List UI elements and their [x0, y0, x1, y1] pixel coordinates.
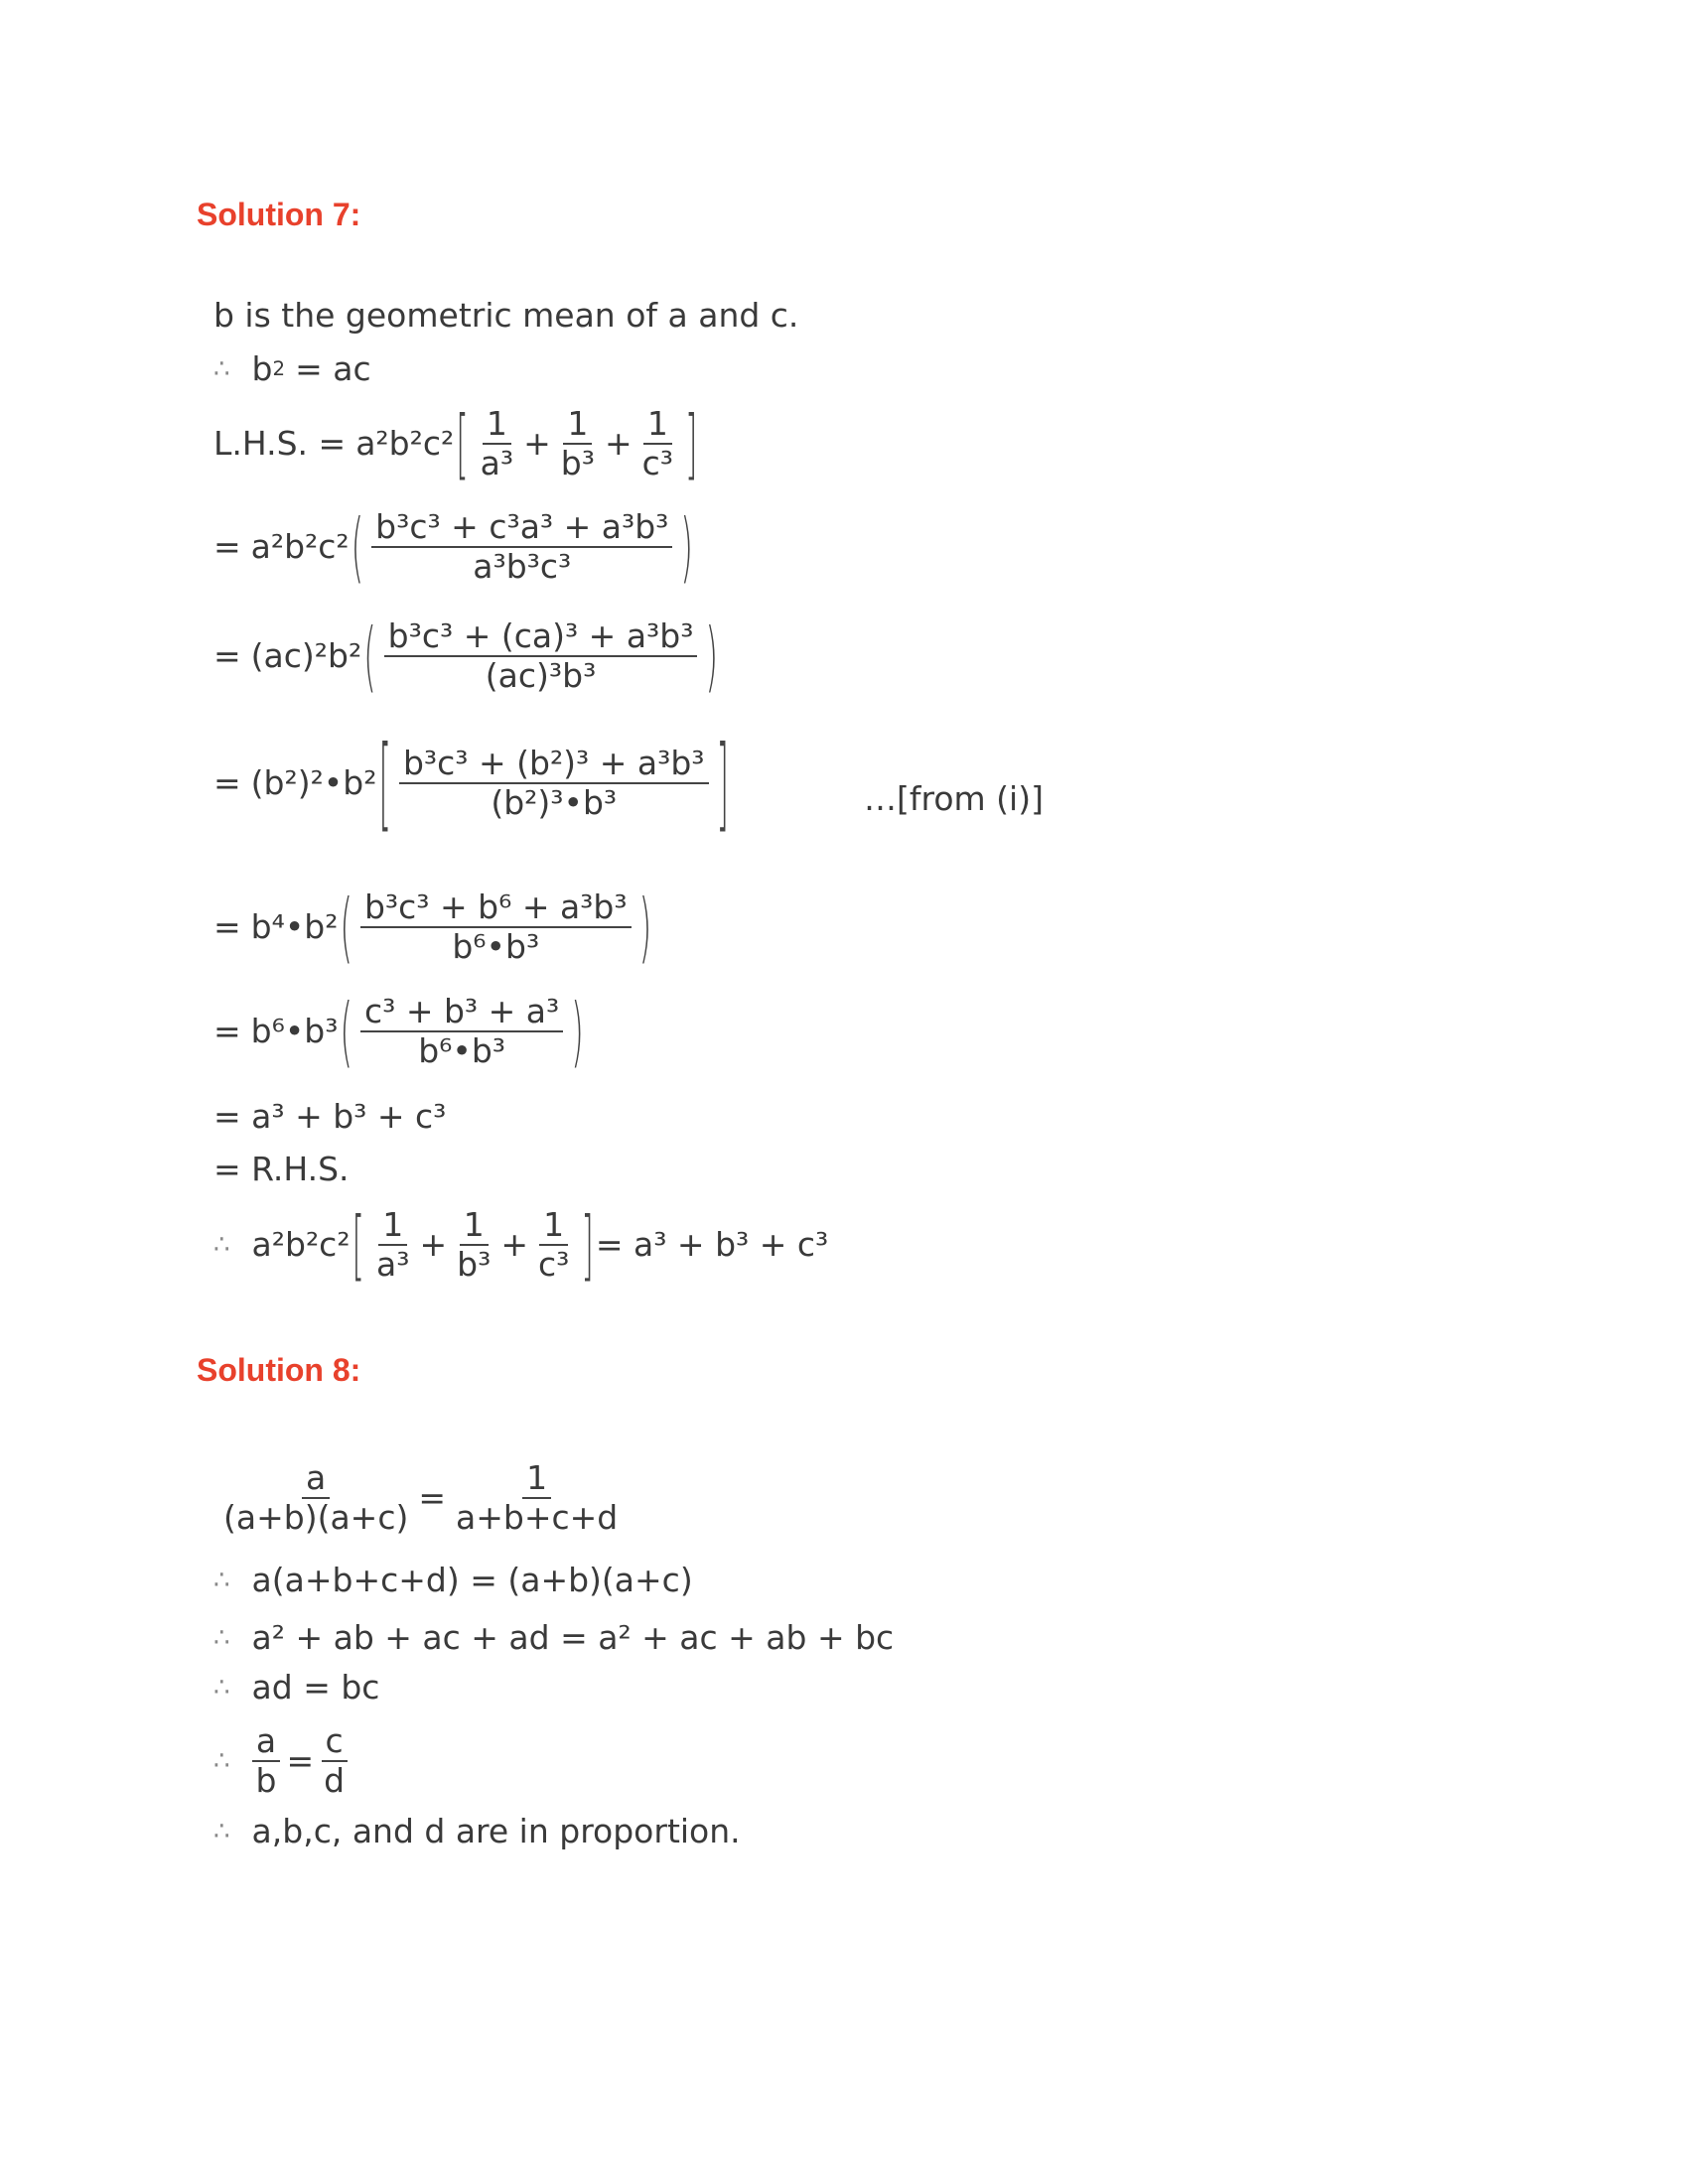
right-paren: )	[705, 611, 718, 702]
right-paren: )	[571, 986, 584, 1077]
s7-intro-text: b is the geometric mean of a and c.	[213, 296, 799, 335]
therefore-symbol: ∴	[213, 353, 230, 384]
denominator: a³	[376, 1244, 410, 1284]
fraction	[360, 993, 563, 1070]
numerator: 1	[378, 1206, 407, 1246]
fraction	[360, 888, 632, 966]
fraction	[638, 405, 677, 482]
s7-step7	[213, 986, 586, 1077]
s8-step6	[213, 1812, 741, 1850]
s8-step3	[213, 1618, 894, 1657]
therefore-symbol: ∴	[213, 1565, 230, 1595]
s7-step5-prefix: (b²)²•b²	[250, 763, 377, 803]
s8-step2	[213, 1561, 693, 1599]
s7-step4-prefix: (ac)²b²	[250, 636, 362, 676]
numerator: c	[322, 1722, 348, 1762]
denominator: c³	[537, 1244, 570, 1284]
s7-step9-text: = R.H.S.	[213, 1150, 350, 1188]
numerator: 1	[522, 1459, 551, 1499]
s8-step5	[213, 1722, 354, 1800]
denominator: (a+b)(a+c)	[223, 1497, 409, 1537]
numerator: 1	[643, 405, 672, 445]
numerator: b³c³ + c³a³ + a³b³	[371, 508, 672, 548]
numerator: 1	[483, 405, 511, 445]
denominator: (b²)³•b³	[491, 782, 618, 822]
denominator: b³	[457, 1244, 492, 1284]
numerator: 1	[539, 1206, 568, 1246]
s8-step4-text: ad = bc	[251, 1668, 380, 1706]
s7-conclusion-rhs: = a³ + b³ + c³	[595, 1225, 829, 1265]
s7-step1-lhs: b	[251, 349, 273, 388]
plus: +	[419, 1225, 448, 1265]
left-bracket: [	[352, 1199, 365, 1291]
fraction	[477, 405, 517, 482]
plus: +	[604, 424, 633, 464]
s8-step2-text: a(a+b+c+d) = (a+b)(a+c)	[251, 1561, 693, 1599]
right-bracket: ]	[685, 398, 698, 489]
solution-7-heading: Solution 7:	[197, 197, 361, 232]
equals: =	[286, 1741, 315, 1781]
right-bracket: ]	[581, 1199, 594, 1291]
s7-step1: ∴ b 2 = ac	[213, 349, 371, 388]
s7-step7-prefix: b⁶•b³	[250, 1012, 339, 1051]
fraction	[252, 1722, 281, 1800]
therefore-symbol: ∴	[213, 1672, 230, 1703]
fraction	[219, 1459, 412, 1537]
s7-prefix: a²b²c²	[355, 424, 455, 464]
s7-step5	[213, 723, 731, 844]
fraction	[453, 1206, 494, 1284]
fraction	[534, 1206, 573, 1284]
therefore-symbol: ∴	[213, 1622, 230, 1653]
fraction	[320, 1722, 349, 1800]
therefore-symbol: ∴	[213, 1745, 230, 1776]
numerator: a	[302, 1459, 330, 1499]
numerator: a	[252, 1722, 280, 1762]
s7-prefix: a²b²c²	[250, 527, 350, 567]
s7-step6	[213, 882, 653, 973]
s8-eq1	[213, 1459, 628, 1537]
left-bracket: [	[378, 723, 391, 844]
s8-step6-text: a,b,c, and d are in proportion.	[251, 1812, 741, 1850]
fraction	[557, 405, 599, 482]
denominator: b⁶•b³	[452, 926, 540, 966]
s8-step3-text: a² + ab + ac + ad = a² + ac + ab + bc	[251, 1618, 895, 1657]
s7-step9	[213, 1150, 350, 1188]
lhs-label: L.H.S. =	[213, 424, 347, 464]
right-paren: )	[638, 882, 652, 973]
fraction	[399, 745, 709, 822]
numerator: 1	[563, 405, 592, 445]
right-bracket: ]	[716, 723, 730, 844]
s7-lhs-line	[213, 398, 699, 489]
numerator: c³ + b³ + a³	[360, 993, 563, 1032]
plus: +	[500, 1225, 528, 1265]
equals: =	[213, 527, 241, 567]
left-paren: (	[340, 882, 352, 973]
left-bracket: [	[456, 398, 469, 489]
denominator: a³	[480, 443, 514, 482]
denominator: c³	[641, 443, 673, 482]
denominator: b	[255, 1760, 277, 1800]
from-i-note: …[from (i)]	[864, 779, 1044, 818]
numerator: 1	[460, 1206, 489, 1246]
equals: =	[418, 1478, 446, 1518]
right-paren: )	[680, 501, 693, 593]
numerator: b³c³ + (b²)³ + a³b³	[399, 745, 709, 784]
denominator: b³	[560, 443, 595, 482]
numerator: b³c³ + (ca)³ + a³b³	[384, 617, 698, 657]
fraction	[452, 1459, 622, 1537]
left-paren: (	[351, 501, 364, 593]
plus: +	[523, 424, 551, 464]
equals: =	[213, 1012, 241, 1051]
fraction	[372, 1206, 413, 1284]
s7-intro	[213, 296, 798, 335]
denominator: (ac)³b³	[485, 655, 597, 695]
numerator: b³c³ + b⁶ + a³b³	[360, 888, 632, 928]
fraction	[384, 617, 698, 695]
s7-conclusion	[213, 1199, 829, 1291]
equals: =	[213, 907, 241, 947]
solution-8-heading: Solution 8:	[197, 1352, 361, 1388]
left-paren: (	[363, 611, 376, 702]
therefore-symbol: ∴	[213, 1816, 230, 1846]
left-paren: (	[340, 986, 352, 1077]
s7-step6-prefix: b⁴•b²	[250, 907, 339, 947]
denominator: a³b³c³	[473, 546, 572, 586]
s7-prefix: a²b²c²	[251, 1225, 351, 1265]
denominator: a+b+c+d	[456, 1497, 619, 1537]
s7-step8	[213, 1097, 446, 1136]
equals: =	[213, 763, 241, 803]
s7-step3	[213, 501, 695, 593]
s8-step4	[213, 1668, 379, 1706]
s7-step1-rhs: = ac	[295, 349, 371, 388]
denominator: b⁶•b³	[418, 1030, 506, 1070]
therefore-symbol: ∴	[213, 1229, 230, 1260]
fraction	[371, 508, 672, 586]
s7-step4	[213, 611, 720, 702]
equals: =	[213, 636, 241, 676]
s7-step8-text: = a³ + b³ + c³	[213, 1097, 447, 1136]
denominator: d	[324, 1760, 346, 1800]
